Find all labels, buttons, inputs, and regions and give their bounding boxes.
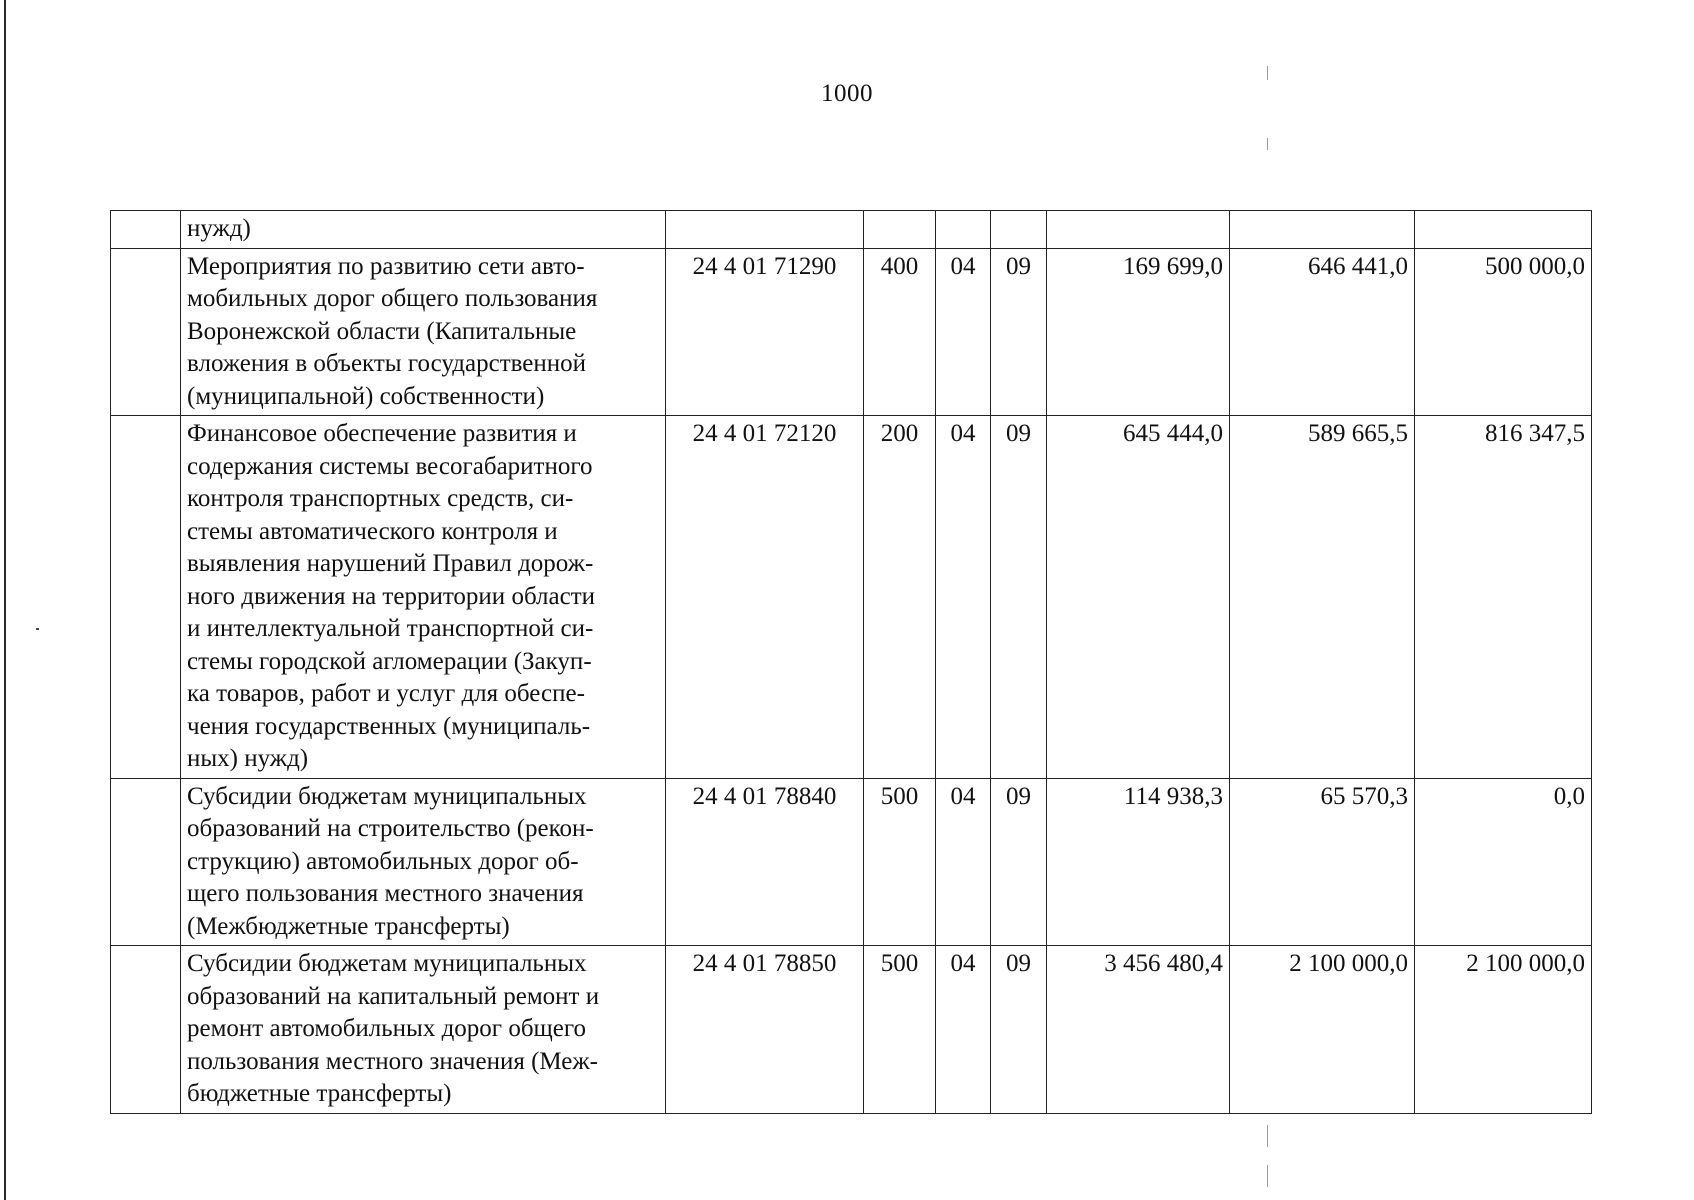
description-line: ного движения на территории области	[187, 582, 596, 610]
target-article-cell: 24 4 01 78850	[666, 946, 864, 1114]
description-line: нужд)	[187, 215, 251, 242]
description-cell	[181, 248, 666, 416]
subsection-cell	[991, 211, 1047, 249]
guide-dash	[1267, 66, 1268, 80]
section-cell: 04	[936, 248, 991, 416]
amount-col3-cell	[1415, 211, 1592, 249]
target-article-cell	[666, 211, 864, 249]
amount-col2-cell: 646 441,0	[1230, 248, 1415, 416]
amount-col1-cell: 169 699,0	[1047, 248, 1230, 416]
description-line: контроля транспортных средств, си-	[187, 485, 574, 512]
amount-col1-cell: 114 938,3	[1047, 778, 1230, 946]
description-line: струкцию) автомобильных дорог об-	[187, 847, 579, 875]
amount-col3-cell: 500 000,0	[1415, 248, 1592, 416]
row-number-cell	[111, 211, 181, 249]
description-line: содержания системы весогабаритного	[187, 452, 593, 480]
description-line: ка товаров, работ и услуг для обеспе-	[187, 680, 585, 707]
row-number-cell	[111, 248, 181, 416]
table-row	[111, 946, 1592, 1114]
expense-type-cell	[864, 211, 936, 249]
table-row	[111, 416, 1592, 779]
row-number-cell	[111, 946, 181, 1114]
description-cell	[181, 211, 666, 249]
amount-col2-cell: 2 100 000,0	[1230, 946, 1415, 1114]
amount-col2-cell	[1230, 211, 1415, 249]
amount-col1-cell: 645 444,0	[1047, 416, 1230, 779]
amount-col3-cell: 816 347,5	[1415, 416, 1592, 779]
section-cell: 04	[936, 946, 991, 1114]
target-article-cell: 24 4 01 72120	[666, 416, 864, 779]
page-left-edge	[4, 0, 6, 1200]
subsection-cell: 09	[991, 778, 1047, 946]
scan-artifact	[36, 628, 39, 630]
guide-dash	[1267, 1165, 1268, 1187]
description-line: образований на капитальный ремонт и	[187, 982, 600, 1010]
description-line: Субсидии бюджетам муниципальных	[187, 782, 587, 810]
expense-type-cell: 400	[864, 248, 936, 416]
amount-col3-cell: 0,0	[1415, 778, 1592, 946]
table-body	[111, 211, 1592, 1114]
description-line: пользования местного значения (Меж-	[187, 1047, 598, 1075]
description-line: ремонт автомобильных дорог общего	[187, 1015, 587, 1042]
amount-col1-cell	[1047, 211, 1230, 249]
table-row	[111, 211, 1592, 249]
description-line: стемы городской агломерации (Закуп-	[187, 647, 592, 675]
description-line: вложения в объекты государственной	[187, 350, 587, 377]
description-line: Воронежской области (Капитальные	[187, 317, 577, 345]
description-cell	[181, 946, 666, 1114]
description-line: Мероприятия по развитию сети авто-	[187, 252, 585, 280]
page-number: 1000	[821, 80, 873, 107]
description-line: Субсидии бюджетам муниципальных	[187, 950, 587, 977]
row-number-cell	[111, 778, 181, 946]
description-line: стемы автоматического контроля и	[187, 517, 558, 545]
description-line: мобильных дорог общего пользования	[187, 285, 598, 312]
table-row	[111, 248, 1592, 416]
target-article-cell: 24 4 01 78840	[666, 778, 864, 946]
subsection-cell: 09	[991, 248, 1047, 416]
guide-dash	[1267, 138, 1268, 150]
section-cell	[936, 211, 991, 249]
description-line: (Межбюджетные трансферты)	[187, 912, 510, 940]
section-cell: 04	[936, 778, 991, 946]
description-line: образований на строительство (рекон-	[187, 815, 594, 842]
subsection-cell: 09	[991, 946, 1047, 1114]
description-line: и интеллектуальной транспортной си-	[187, 615, 594, 642]
description-line: щего пользования местного значения	[187, 880, 584, 907]
table-row	[111, 778, 1592, 946]
amount-col2-cell: 589 665,5	[1230, 416, 1415, 779]
guide-dash	[1267, 1125, 1268, 1147]
description-line: (муниципальной) собственности)	[187, 382, 545, 410]
description-line: бюджетные трансферты)	[187, 1080, 452, 1107]
expense-type-cell: 500	[864, 946, 936, 1114]
description-cell	[181, 416, 666, 779]
description-line: Финансовое обеспечение развития и	[187, 420, 577, 447]
section-cell: 04	[936, 416, 991, 779]
subsection-cell: 09	[991, 416, 1047, 779]
description-cell	[181, 778, 666, 946]
expense-type-cell: 500	[864, 778, 936, 946]
expense-type-cell: 200	[864, 416, 936, 779]
row-number-cell	[111, 416, 181, 779]
amount-col3-cell: 2 100 000,0	[1415, 946, 1592, 1114]
target-article-cell: 24 4 01 71290	[666, 248, 864, 416]
budget-table	[110, 210, 1592, 1114]
description-line: чения государственных (муниципаль-	[187, 712, 591, 740]
amount-col1-cell: 3 456 480,4	[1047, 946, 1230, 1114]
description-line: выявления нарушений Правил дорож-	[187, 550, 594, 577]
description-line: ных) нужд)	[187, 745, 309, 772]
amount-col2-cell: 65 570,3	[1230, 778, 1415, 946]
